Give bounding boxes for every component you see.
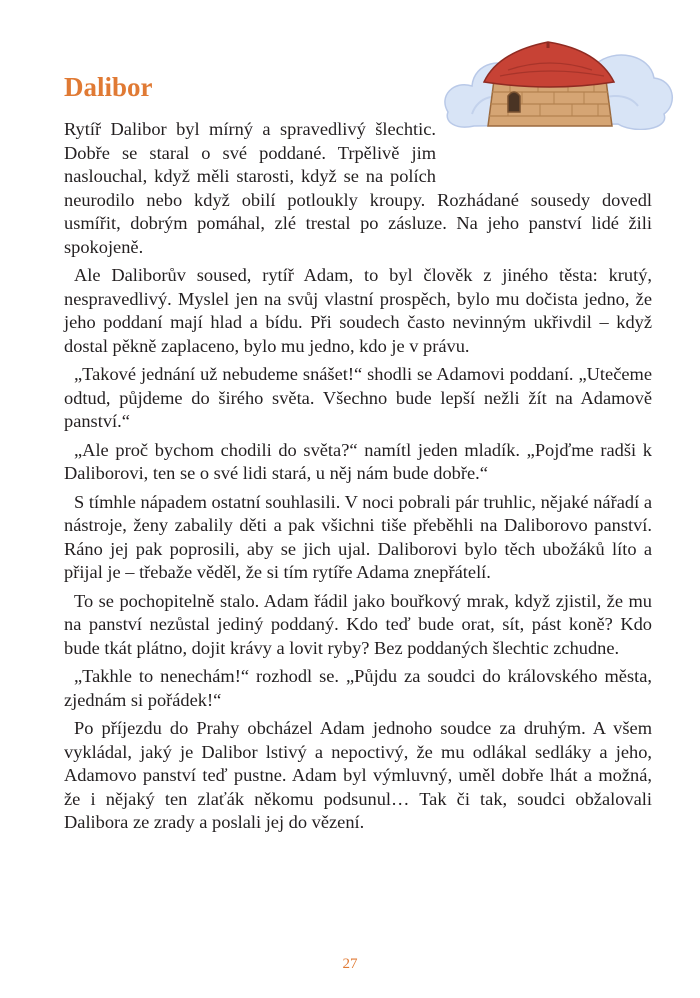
paragraph: Ale Daliborův soused, rytíř Adam, to byl člověk z jiného těsta: krutý, nespravedlivý. Myslel jen na svůj vlastní prospěch, bylo mu dočista jedno, že jeho poddaní mají hlad a bídu. Při soudech často nevinným ukřivdil – když dostal pěkně zaplaceno, bylo mu jedno, kdo je v právu. [64,265,652,356]
paragraph: To se pochopitelně stalo. Adam řádil jako bouřkový mrak, když zjistil, že mu na panství nezůstal jediný poddaný. Kdo teď bude orat, sít, pást koně? Kdo bude tkát plátno, dojit krávy a lovit ryby? Bez poddaných šlechtic zchudne. [64,590,652,658]
paragraph: „Takové jednání už nebudeme snášet!“ shodli se Adamovi poddaní. „Utečeme odtud, půjdeme do širého světa. Všechno bude lepší nežli žít na Adamově panství.“ [64,364,652,431]
paragraph: „Ale proč bychom chodili do světa?“ namítl jeden mladík. „Pojďme radši k Daliborovi, ten se o své lidi stará, u něj nám bude dobře.“ [64,439,652,483]
tower-roof [484,42,614,87]
page-number: 27 [342,956,358,972]
paragraph: Po příjezdu do Prahy obcházel Adam jednoho soudce za druhým. A všem vykládal, jaký je Dalibor lstivý a nepoctivý, že mu odlákal sedláky a jeho, Adamovo panství teď pustne. Adam byl výmluvný, uměl dobře lhát a možná, že i nějaký ten zlaťák někomu podsunul… Tak či tak, soudci obžalovali Dalibora ze zrady a poslali jej do vězení. [64,718,652,832]
paragraph: S tímhle nápadem ostatní souhlasili. V noci pobrali pár truhlic, nějaké nářadí a nástroje, ženy zabalily děti a pak všichni tiše přeběhli na Daliborovo panství. Ráno jej pak poprosili, aby se jich ujal. Daliborovi bylo těch ubožáků líto a přijal je – třebaže věděl, že si tím rytíře Adama znepřátelí. [64,491,652,582]
paragraph: „Takhle to nenechám!“ rozhodl se. „Půjdu za soudci do královského města, zjednám si pořádek!“ [64,666,652,710]
illustration-wrap-space [436,118,652,168]
tower-illustration [438,26,678,130]
chapter-text [64,118,652,840]
paragraph: Rytíř Dalibor byl mírný a spravedlivý šlechtic. Dobře se staral o své poddané. Trpělivě jim naslouchal, když měli starosti, když se na polích neurodilo nebo když obilí potloukly kroupy. Rozhádané sousedy dovedl usmířit, dobrým pomáhal, zlé trestal po zásluze. Na jeho panství lidé žili spokojeně. [64,119,652,257]
chapter-title: Dalibor [64,72,153,102]
window-shape [508,92,520,112]
